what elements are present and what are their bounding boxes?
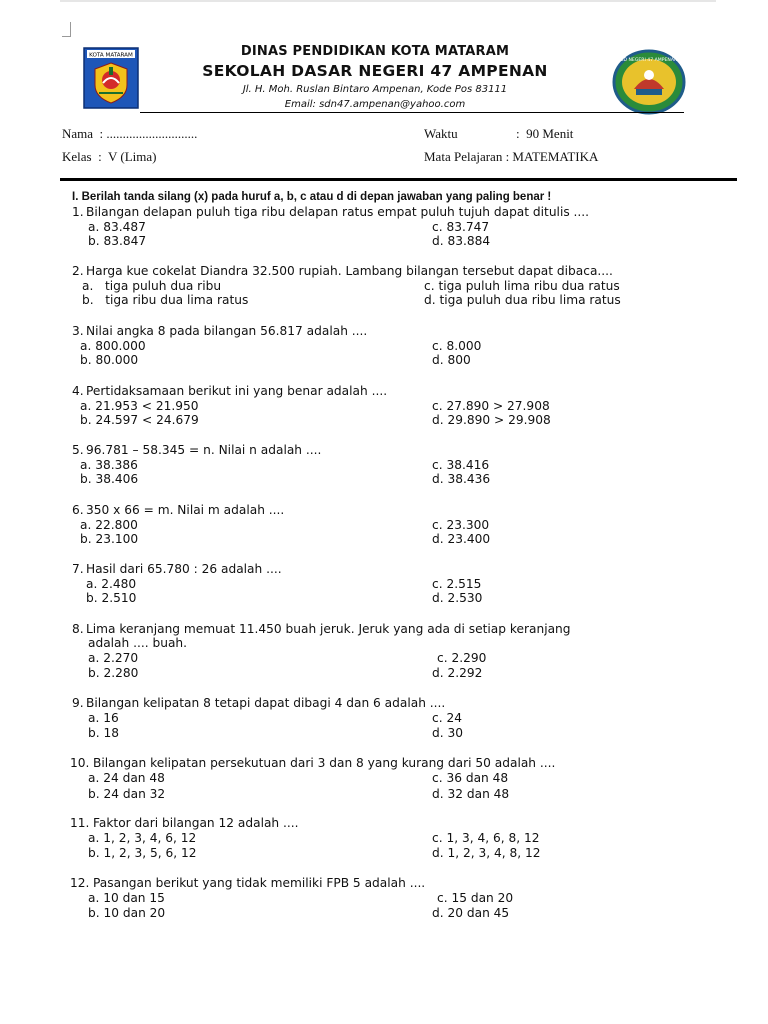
option-c[interactable]: c. tiga puluh lima ribu dua ratus xyxy=(424,279,620,293)
instruction-text: I. Berilah tanda silang (x) pada huruf a, b, c atau d di depan jawaban yang paling benar ! xyxy=(72,191,552,203)
question-11 xyxy=(0,816,768,862)
question-7 xyxy=(0,562,768,608)
option-b[interactable]: b. tiga ribu dua lima ratus xyxy=(82,293,249,307)
question-9 xyxy=(0,696,768,742)
question-text: 350 x 66 = m. Nilai m adalah .... xyxy=(86,503,285,517)
question-8 xyxy=(0,622,768,682)
info-divider xyxy=(60,178,737,181)
option-b[interactable]: b. 24 dan 32 xyxy=(88,787,166,801)
option-d[interactable]: d. 1, 2, 3, 4, 8, 12 xyxy=(432,846,541,860)
question-text: Lima keranjang memuat 11.450 buah jeruk. Jeruk yang ada di setiap keranjang xyxy=(86,622,571,636)
option-c[interactable]: c. 27.890 > 27.908 xyxy=(432,399,550,413)
question-text: 96.781 – 58.345 = n. Nilai n adalah .... xyxy=(86,443,322,457)
question-number: 8. xyxy=(72,622,84,636)
option-c[interactable]: c. 2.290 xyxy=(437,651,487,665)
question-number: 1. xyxy=(72,205,84,219)
question-text: Bilangan kelipatan persekutuan dari 3 dan 8 yang kurang dari 50 adalah .... xyxy=(93,756,556,770)
letterhead-email: Email: sdn47.ampenan@yahoo.com xyxy=(284,99,466,110)
option-a[interactable]: a. 2.270 xyxy=(88,651,139,665)
school-badge-logo xyxy=(612,49,686,115)
option-b[interactable]: b. 24.597 < 24.679 xyxy=(80,413,199,427)
option-a[interactable]: a. 16 xyxy=(88,711,119,725)
option-b[interactable]: b. 23.100 xyxy=(80,532,139,546)
page-corner-mark xyxy=(62,22,71,37)
question-text: Faktor dari bilangan 12 adalah .... xyxy=(93,816,299,830)
option-c[interactable]: c. 36 dan 48 xyxy=(432,771,509,785)
svg-text:SD NEGERI 47 AMPENAN: SD NEGERI 47 AMPENAN xyxy=(620,58,678,63)
letterhead-divider xyxy=(140,112,684,113)
question-text: Pertidaksamaan berikut ini yang benar adalah .... xyxy=(86,384,388,398)
question-number: 6. xyxy=(72,503,84,517)
option-d[interactable]: d. 20 dan 45 xyxy=(432,906,510,920)
option-d[interactable]: d. 38.436 xyxy=(432,472,491,486)
student-name-field: Nama : ............................ xyxy=(62,126,198,141)
question-10 xyxy=(0,756,768,802)
question-number: 4. xyxy=(72,384,84,398)
question-6 xyxy=(0,503,768,549)
question-number: 2. xyxy=(72,264,84,278)
question-number: 10. xyxy=(70,756,90,770)
option-a[interactable]: a. 24 dan 48 xyxy=(88,771,165,785)
option-c[interactable]: c. 8.000 xyxy=(432,339,482,353)
page-top-edge xyxy=(60,0,716,2)
option-d[interactable]: d. 30 xyxy=(432,726,463,740)
option-a[interactable]: a. 2.480 xyxy=(86,577,137,591)
option-d[interactable]: d. 800 xyxy=(432,353,471,367)
question-text: Hasil dari 65.780 : 26 adalah .... xyxy=(86,562,282,576)
letterhead-school-name: SEKOLAH DASAR NEGERI 47 AMPENAN xyxy=(202,62,548,80)
option-b[interactable]: b. 83.847 xyxy=(88,234,147,248)
question-number: 3. xyxy=(72,324,84,338)
class-field: Kelas : V (Lima) xyxy=(62,149,157,164)
option-b[interactable]: b. 38.406 xyxy=(80,472,139,486)
option-d[interactable]: d. 29.890 > 29.908 xyxy=(432,413,551,427)
question-number: 5. xyxy=(72,443,84,457)
letterhead-dinas: DINAS PENDIDIKAN KOTA MATARAM xyxy=(240,44,510,59)
option-a[interactable]: a. 21.953 < 21.950 xyxy=(80,399,199,413)
option-b[interactable]: b. 2.510 xyxy=(86,591,137,605)
time-value: : 90 Menit xyxy=(516,126,574,141)
option-c[interactable]: c. 38.416 xyxy=(432,458,490,472)
option-a[interactable]: a. 10 dan 15 xyxy=(88,891,165,905)
subject-field: Mata Pelajaran : MATEMATIKA xyxy=(424,149,599,164)
option-d[interactable]: d. tiga puluh dua ribu lima ratus xyxy=(424,293,621,307)
option-c[interactable]: c. 23.300 xyxy=(432,518,490,532)
question-number: 9. xyxy=(72,696,84,710)
question-text: Pasangan berikut yang tidak memiliki FPB 5 adalah .... xyxy=(93,876,426,890)
option-b[interactable]: b. 1, 2, 3, 5, 6, 12 xyxy=(88,846,197,860)
option-a[interactable]: a. 38.386 xyxy=(80,458,138,472)
question-text: Bilangan delapan puluh tiga ribu delapan ratus empat puluh tujuh dapat ditulis .... xyxy=(86,205,590,219)
question-number: 7. xyxy=(72,562,84,576)
kota-mataram-logo xyxy=(83,47,139,109)
option-d[interactable]: d. 2.530 xyxy=(432,591,483,605)
option-c[interactable]: c. 15 dan 20 xyxy=(437,891,514,905)
question-number: 12. xyxy=(70,876,90,890)
question-text: Bilangan kelipatan 8 tetapi dapat dibagi 4 dan 6 adalah .... xyxy=(86,696,446,710)
option-b[interactable]: b. 10 dan 20 xyxy=(88,906,166,920)
option-a[interactable]: a. 800.000 xyxy=(80,339,146,353)
option-a[interactable]: a. tiga puluh dua ribu xyxy=(82,279,222,293)
question-1 xyxy=(0,205,768,251)
letterhead-address: Jl. H. Moh. Ruslan Bintaro Ampenan, Kode Pos 83111 xyxy=(242,84,508,95)
question-text: Nilai angka 8 pada bilangan 56.817 adalah .... xyxy=(86,324,368,338)
letterhead xyxy=(140,43,610,112)
question-2 xyxy=(0,264,768,310)
option-c[interactable]: c. 1, 3, 4, 6, 8, 12 xyxy=(432,831,540,845)
option-b[interactable]: b. 18 xyxy=(88,726,119,740)
option-a[interactable]: a. 22.800 xyxy=(80,518,138,532)
option-c[interactable]: c. 24 xyxy=(432,711,462,725)
option-b[interactable]: b. 2.280 xyxy=(88,666,139,680)
question-4 xyxy=(0,384,768,430)
question-text: Harga kue cokelat Diandra 32.500 rupiah. Lambang bilangan tersebut dapat dibaca.... xyxy=(86,264,613,278)
option-d[interactable]: d. 23.400 xyxy=(432,532,491,546)
option-b[interactable]: b. 80.000 xyxy=(80,353,139,367)
option-d[interactable]: d. 32 dan 48 xyxy=(432,787,510,801)
question-number: 11. xyxy=(70,816,90,830)
time-label: Waktu xyxy=(424,126,458,141)
svg-text:KOTA MATARAM: KOTA MATARAM xyxy=(89,52,133,59)
question-3 xyxy=(0,324,768,370)
question-12 xyxy=(0,876,768,922)
option-a[interactable]: a. 1, 2, 3, 4, 6, 12 xyxy=(88,831,197,845)
option-d[interactable]: d. 83.884 xyxy=(432,234,491,248)
question-5 xyxy=(0,443,768,489)
question-text-continued: adalah .... buah. xyxy=(88,636,188,650)
option-d[interactable]: d. 2.292 xyxy=(432,666,483,680)
option-c[interactable]: c. 2.515 xyxy=(432,577,482,591)
option-c[interactable]: c. 83.747 xyxy=(432,220,490,234)
option-a[interactable]: a. 83.487 xyxy=(88,220,146,234)
